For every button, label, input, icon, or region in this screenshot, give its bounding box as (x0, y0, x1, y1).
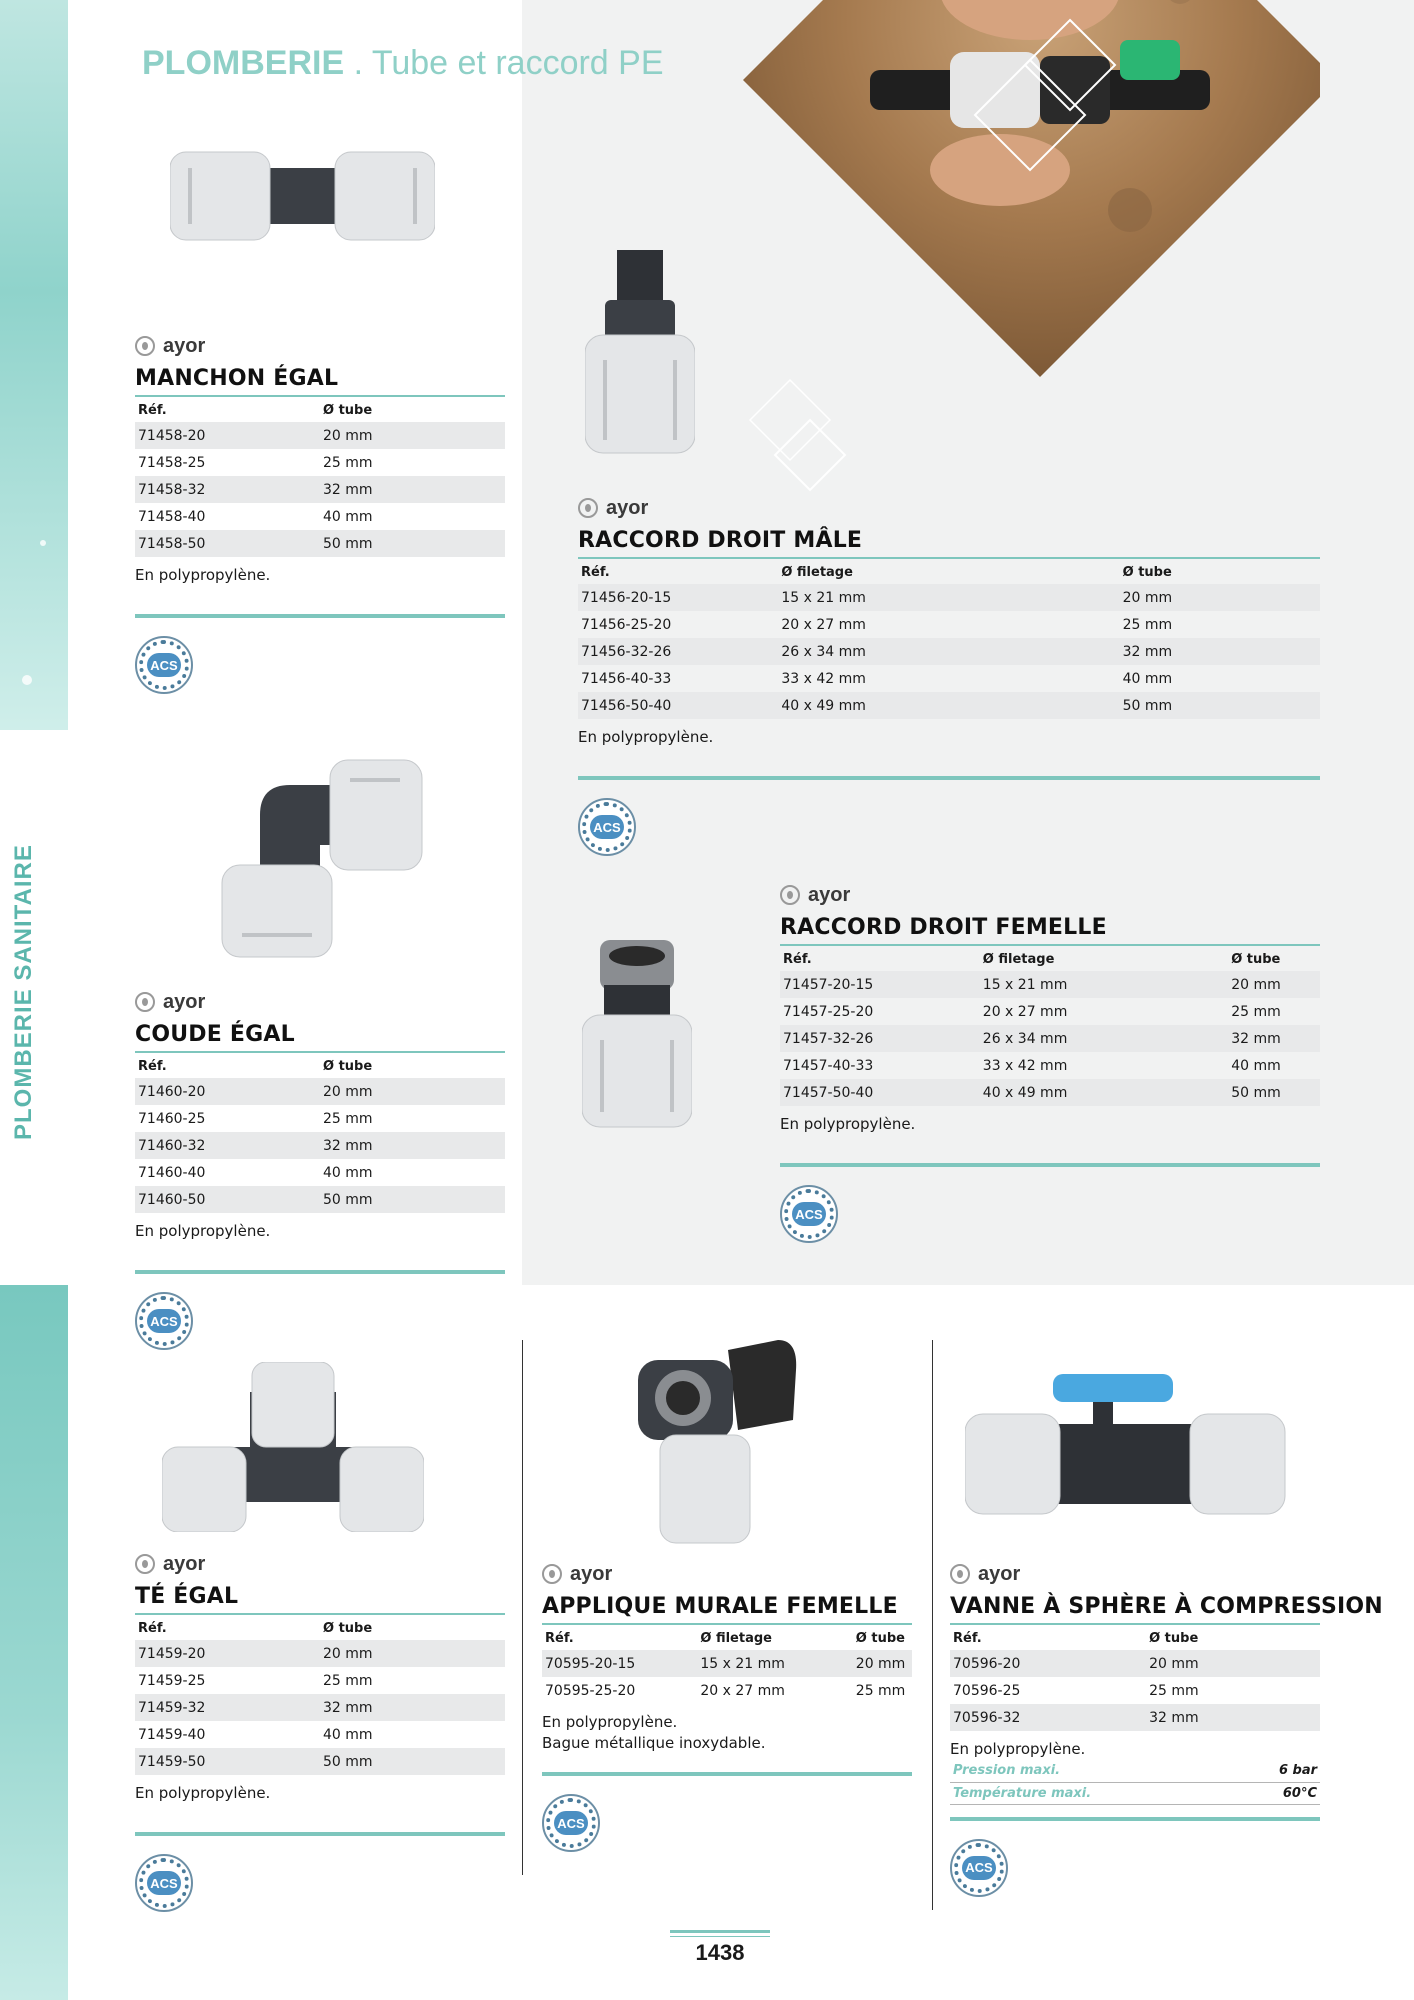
col-header-tube: Ø tube (323, 403, 373, 418)
cell-ref: 71460-50 (135, 1186, 320, 1213)
note-line-material: En polypropylène. (542, 1713, 678, 1731)
acs-badge-ring (139, 1296, 189, 1346)
table-row (135, 1159, 505, 1186)
cell-tube: 25 mm (323, 1672, 373, 1689)
cell-tube: 25 mm (323, 454, 373, 471)
product-title: RACCORD DROIT MÂLE (578, 528, 1320, 559)
cell-ref: 71460-20 (135, 1078, 320, 1105)
brand-name: ayor (606, 496, 649, 519)
cell-ref: 71458-50 (135, 530, 320, 557)
ayor-logo-icon (135, 1554, 155, 1574)
manchon-egal-image (170, 148, 435, 243)
table-row (135, 449, 505, 476)
cell-ref: 71459-32 (135, 1694, 320, 1721)
product-material-note: En polypropylène. (578, 728, 714, 746)
section-divider (578, 776, 1320, 780)
table-row (135, 1186, 505, 1213)
acs-certification-badge (542, 1794, 600, 1852)
raccord-droit-male-image (585, 250, 695, 455)
cell-ref: 71458-25 (138, 454, 206, 471)
table-row (542, 1650, 912, 1677)
acs-certification-badge (135, 1854, 193, 1912)
cell-tube: 25 mm (323, 1110, 373, 1127)
cell-tube: 40 mm (1231, 1057, 1281, 1074)
table-row (578, 584, 1320, 611)
table-row (135, 1105, 505, 1132)
cell-ref: 71460-32 (135, 1132, 320, 1159)
product-title: RACCORD DROIT FEMELLE (780, 915, 1320, 946)
page-title (142, 44, 664, 83)
section-divider (542, 1772, 912, 1776)
cell-tube: 50 mm (320, 1748, 505, 1775)
cell-ref: 71458-20 (135, 422, 320, 449)
table-row (135, 1748, 505, 1775)
cell-ref: 70595-20-15 (542, 1650, 697, 1677)
brand-logo (950, 1560, 1320, 1588)
acs-badge-ring (582, 802, 632, 852)
acs-badge-ring (139, 1858, 189, 1908)
cell-filetage: 26 x 34 mm (980, 1025, 1228, 1052)
product-title: COUDE ÉGAL (135, 1022, 505, 1053)
table-row (950, 1650, 1320, 1677)
product-raccord-droit-femelle (780, 881, 1320, 1243)
brand-name: ayor (163, 334, 206, 357)
cell-ref: 70596-25 (953, 1682, 1021, 1699)
section-divider (780, 1163, 1320, 1167)
page-title-subcategory: . Tube et raccord PE (344, 44, 664, 82)
cell-tube: 20 mm (320, 1078, 505, 1105)
product-vanne-sphere-compression (950, 1560, 1383, 1897)
cell-tube: 20 mm (1146, 1650, 1320, 1677)
table-row (135, 1132, 505, 1159)
acs-badge-label: ACS (147, 1871, 181, 1895)
col-header-ref: Réf. (138, 1621, 167, 1636)
sidebar-decoration-top (0, 0, 68, 730)
cell-tube: 25 mm (1122, 616, 1173, 633)
spec-table (542, 1625, 912, 1704)
raccord-droit-femelle-image (582, 940, 692, 1130)
col-header-tube: Ø tube (1149, 1631, 1199, 1646)
product-title: APPLIQUE MURALE FEMELLE (542, 1594, 912, 1625)
acs-certification-badge (135, 1292, 193, 1350)
col-header-tube: Ø tube (1231, 952, 1281, 967)
table-row (135, 1078, 505, 1105)
product-title: VANNE À SPHÈRE À COMPRESSION (950, 1594, 1320, 1625)
brand-name: ayor (978, 1562, 1021, 1585)
table-row (780, 1079, 1320, 1106)
col-header-tube: Ø tube (855, 1631, 905, 1646)
acs-badge-label: ACS (554, 1811, 588, 1835)
brand-name: ayor (808, 883, 851, 906)
page-number: 1438 (695, 1940, 745, 1965)
product-applique-murale-femelle (542, 1560, 912, 1852)
product-photo-wrapper (730, 0, 1320, 520)
acs-badge-ring (784, 1189, 834, 1239)
spec-row-temperature (950, 1782, 1320, 1804)
cell-filetage: 15 x 21 mm (980, 971, 1228, 998)
product-manchon-egal (135, 332, 505, 694)
spec-table (578, 559, 1320, 719)
cell-tube: 32 mm (1120, 638, 1320, 665)
cell-ref: 71456-40-33 (581, 670, 672, 687)
cell-ref: 71457-25-20 (783, 1003, 874, 1020)
cell-ref: 71459-40 (138, 1726, 206, 1743)
cell-tube: 50 mm (320, 1186, 505, 1213)
cell-tube: 32 mm (1228, 1025, 1320, 1052)
col-header-tube: Ø tube (323, 1621, 373, 1636)
cell-ref: 71456-25-20 (581, 616, 672, 633)
spec-table (950, 1625, 1320, 1731)
table-row (780, 998, 1320, 1025)
page-title-category: PLOMBERIE (142, 44, 345, 82)
spec-label: Température maxi. (950, 1782, 1233, 1804)
cell-filetage: 33 x 42 mm (982, 1057, 1068, 1074)
sidebar-dot (22, 675, 32, 685)
cell-ref: 71457-32-26 (780, 1025, 980, 1052)
cell-ref: 71459-25 (138, 1672, 206, 1689)
cell-ref: 71456-20-15 (578, 584, 778, 611)
table-row (135, 422, 505, 449)
table-row (780, 1025, 1320, 1052)
cell-tube: 40 mm (323, 1164, 373, 1181)
brand-name: ayor (163, 990, 206, 1013)
cell-ref: 71458-32 (135, 476, 320, 503)
cell-tube: 50 mm (1120, 692, 1320, 719)
col-header-tube: Ø tube (1122, 565, 1172, 580)
cell-filetage: 26 x 34 mm (778, 638, 1119, 665)
ayor-logo-icon (780, 885, 800, 905)
spec-table (135, 1053, 505, 1213)
acs-badge-label: ACS (147, 653, 181, 677)
cell-tube: 20 mm (320, 422, 505, 449)
page-number-rule (670, 1930, 770, 1933)
page-number-rule (670, 1936, 770, 1937)
cell-tube: 25 mm (1149, 1682, 1199, 1699)
section-divider (135, 614, 505, 618)
cell-ref: 71460-40 (138, 1164, 206, 1181)
cell-ref: 71457-40-33 (783, 1057, 874, 1074)
table-row (542, 1677, 912, 1704)
ayor-logo-icon (578, 498, 598, 518)
section-divider (135, 1270, 505, 1274)
cell-tube: 25 mm (855, 1682, 906, 1699)
acs-certification-badge (135, 636, 193, 694)
cell-ref: 71456-32-26 (578, 638, 778, 665)
table-row (780, 1052, 1320, 1079)
acs-certification-badge (950, 1839, 1008, 1897)
cell-tube: 32 mm (1146, 1704, 1320, 1731)
section-divider (950, 1817, 1320, 1821)
cell-filetage: 40 x 49 mm (980, 1079, 1228, 1106)
col-header-ref: Réf. (953, 1631, 982, 1646)
cell-tube: 32 mm (320, 1694, 505, 1721)
acs-badge-ring (139, 640, 189, 690)
brand-logo (135, 1550, 505, 1578)
acs-badge-label: ACS (590, 815, 624, 839)
spec-row-pression (950, 1760, 1320, 1782)
product-coude-egal (135, 988, 505, 1350)
acs-certification-badge (578, 798, 636, 856)
spec-table (135, 1615, 505, 1775)
spec-value: 60°C (1233, 1782, 1320, 1804)
col-header-ref: Réf. (138, 403, 167, 418)
table-row (135, 476, 505, 503)
ayor-logo-icon (950, 1564, 970, 1584)
brand-logo (780, 881, 1320, 909)
section-divider (135, 1832, 505, 1836)
product-material-note (542, 1712, 912, 1754)
cell-tube: 25 mm (1231, 1003, 1281, 1020)
brand-logo (135, 988, 505, 1016)
brand-name: ayor (163, 1552, 206, 1575)
col-header-filetage: Ø filetage (781, 565, 853, 580)
col-header-ref: Réf. (783, 952, 812, 967)
cell-tube: 40 mm (1122, 670, 1173, 687)
cell-tube: 20 mm (1120, 584, 1320, 611)
cell-filetage: 20 x 27 mm (982, 1003, 1068, 1020)
sidebar-dot (40, 540, 46, 546)
te-egal-image (162, 1362, 424, 1532)
ayor-logo-icon (135, 992, 155, 1012)
product-material-note: En polypropylène. (135, 1784, 271, 1802)
spec-value: 6 bar (1233, 1760, 1320, 1782)
table-row (950, 1677, 1320, 1704)
table-row (135, 1694, 505, 1721)
cell-ref: 71456-50-40 (578, 692, 778, 719)
product-raccord-droit-male (578, 494, 1320, 856)
cell-tube: 50 mm (1228, 1079, 1320, 1106)
acs-badge-ring (954, 1843, 1004, 1893)
product-title: MANCHON ÉGAL (135, 366, 505, 397)
col-header-ref: Réf. (581, 565, 610, 580)
cell-ref: 71459-20 (135, 1640, 320, 1667)
product-title: TÉ ÉGAL (135, 1584, 505, 1615)
cell-filetage: 15 x 21 mm (778, 584, 1119, 611)
sidebar-decoration-bottom (0, 1285, 68, 2000)
cell-ref: 70596-32 (950, 1704, 1146, 1731)
cell-ref: 71460-25 (138, 1110, 206, 1127)
cell-filetage: 20 x 27 mm (700, 1682, 785, 1699)
acs-badge-label: ACS (147, 1309, 181, 1333)
acs-badge-ring (546, 1798, 596, 1848)
cell-tube: 32 mm (320, 1132, 505, 1159)
applique-murale-femelle-image (638, 1340, 798, 1545)
table-row (578, 611, 1320, 638)
cell-tube: 20 mm (1228, 971, 1320, 998)
cell-filetage: 40 x 49 mm (778, 692, 1119, 719)
cell-tube: 40 mm (323, 508, 373, 525)
technical-specs-table (950, 1760, 1320, 1805)
cell-ref: 71457-50-40 (780, 1079, 980, 1106)
table-row (135, 530, 505, 557)
acs-badge-label: ACS (792, 1202, 826, 1226)
decorative-diamond-lines (730, 0, 1320, 520)
cell-filetage: 33 x 42 mm (781, 670, 866, 687)
ayor-logo-icon (135, 336, 155, 356)
spec-label: Pression maxi. (950, 1760, 1233, 1782)
column-divider (522, 1340, 523, 1875)
col-header-filetage: Ø filetage (700, 1631, 772, 1646)
col-header-filetage: Ø filetage (982, 952, 1055, 967)
cell-tube: 20 mm (853, 1650, 912, 1677)
table-row (135, 1721, 505, 1748)
col-header-ref: Réf. (138, 1059, 167, 1074)
acs-badge-label: ACS (962, 1856, 996, 1880)
product-material-note: En polypropylène. (950, 1740, 1086, 1758)
product-material-note: En polypropylène. (135, 566, 271, 584)
sidebar-category-label: PLOMBERIE SANITAIRE (10, 844, 37, 1140)
vanne-sphere-image (965, 1374, 1290, 1524)
table-row (135, 1640, 505, 1667)
note-line-ring: Bague métallique inoxydable. (542, 1734, 766, 1752)
table-row (135, 503, 505, 530)
brand-name: ayor (570, 1562, 613, 1585)
brand-logo (542, 1560, 912, 1588)
cell-filetage: 15 x 21 mm (697, 1650, 852, 1677)
table-row (578, 692, 1320, 719)
acs-certification-badge (780, 1185, 838, 1243)
cell-tube: 50 mm (320, 530, 505, 557)
brand-logo (135, 332, 505, 360)
cell-tube: 40 mm (323, 1726, 373, 1743)
cell-filetage: 20 x 27 mm (781, 616, 866, 633)
spec-table (780, 946, 1320, 1106)
product-material-note: En polypropylène. (135, 1222, 271, 1240)
product-te-egal (135, 1550, 505, 1912)
cell-ref: 71458-40 (138, 508, 206, 525)
table-row (578, 665, 1320, 692)
table-row (950, 1704, 1320, 1731)
cell-tube: 32 mm (320, 476, 505, 503)
brand-logo (578, 494, 1320, 522)
cell-ref: 71457-20-15 (780, 971, 980, 998)
spec-table (135, 397, 505, 557)
column-divider (932, 1340, 933, 1910)
coude-egal-image (220, 755, 425, 960)
cell-ref: 70596-20 (950, 1650, 1146, 1677)
table-row (578, 638, 1320, 665)
cell-tube: 20 mm (320, 1640, 505, 1667)
cell-ref: 71459-50 (135, 1748, 320, 1775)
ayor-logo-icon (542, 1564, 562, 1584)
col-header-tube: Ø tube (323, 1059, 373, 1074)
product-material-note: En polypropylène. (780, 1115, 916, 1133)
table-row (780, 971, 1320, 998)
cell-ref: 70595-25-20 (545, 1682, 636, 1699)
table-row (135, 1667, 505, 1694)
col-header-ref: Réf. (545, 1631, 574, 1646)
